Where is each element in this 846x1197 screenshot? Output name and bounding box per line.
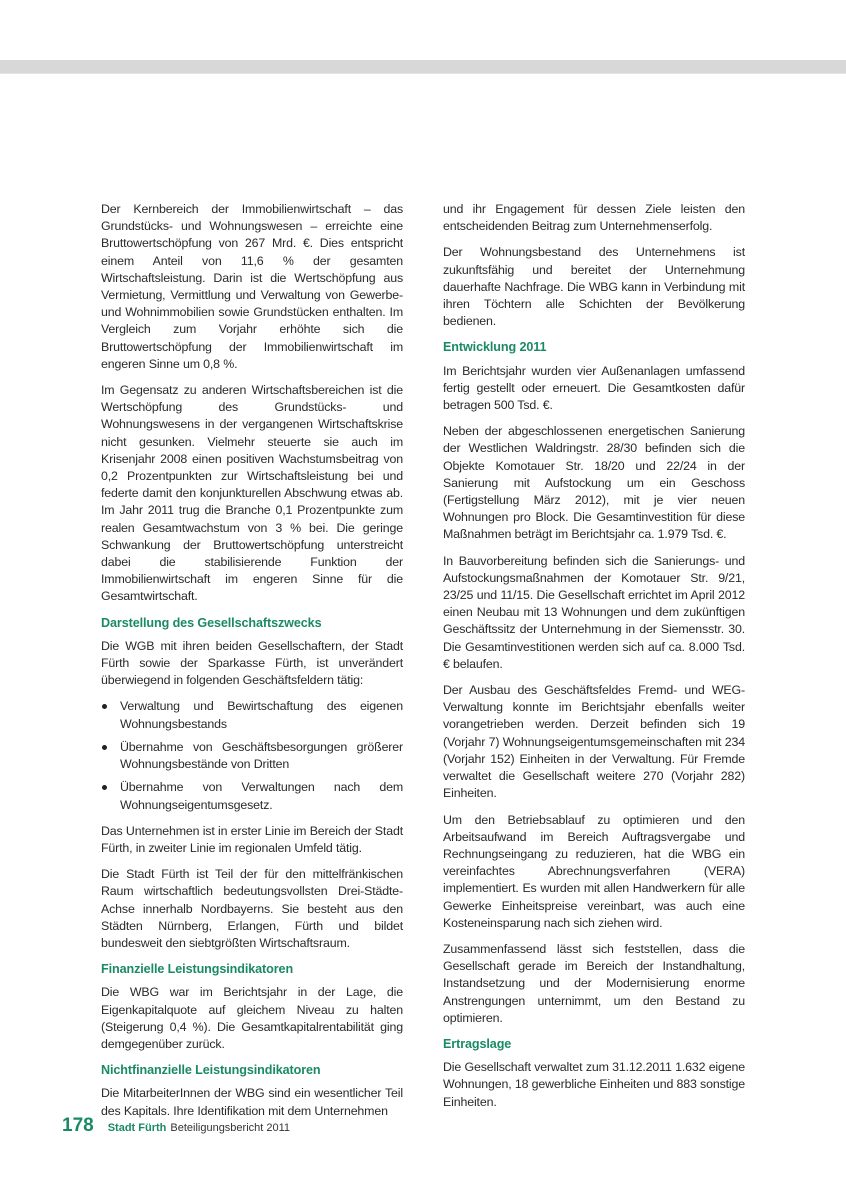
list-item (101, 739, 403, 773)
list-item (101, 698, 403, 732)
bullet-list (101, 698, 403, 813)
bullet-icon (102, 745, 107, 750)
paragraph: Die Gesellschaft verwaltet zum 31.12.2011 1.632 eigene Wohnungen, 18 gewerbliche Einheiten und 883 sonstige Einheiten. (443, 1060, 745, 1109)
paragraph: Im Gegensatz zu anderen Wirtschaftsbereichen ist die Wertschöpfung des Grundstücks- und Wohnungswesens in der vergangenen Wirtschaftskrise nicht gesunken. Vielmehr steuerte sie auch im Krisenjahr 2008 einen positiven Wachstumsbeitrag von 0,2 Prozentpunkten zur Wirtschaftsleistung bei und federte damit den konjunkturellen Abschwung etwas ab. Im Jahr 2011 trug die Branche 0,1 Prozentpunkte zum realen Gesamtwachstum von 3 % bei. Die geringe Schwankung der Bruttowertschöpfung unterstreicht dabei die stabilisierende Funktion der Immobilienwirtschaft im engeren Sinne für die Gesamtwirtschaft. (101, 383, 403, 604)
paragraph: Die MitarbeiterInnen der WBG sind ein wesentlicher Teil des Kapitals. Ihre Identifikation mit dem Unternehmen (101, 1086, 403, 1118)
list-item-text: Verwaltung und Bewirtschaftung des eigenen Wohnungsbestands (120, 699, 403, 731)
paragraph: Der Wohnungsbestand des Unternehmens ist zukunftsfähig und bereitet der Unternehmung dauerhafte Nachfrage. Die WBG kann in Verbindung mit ihren Töchtern alle Schichten der Bevölkerung bedienen. (443, 245, 745, 329)
paragraph: Im Berichtsjahr wurden vier Außenanlagen umfassend fertig gestellt oder erneuert. Die Gesamtkosten dafür betragen 500 Tsd. €. (443, 363, 745, 413)
footer-title: Beteiligungsbericht 2011 (170, 1122, 291, 1134)
right-column (443, 201, 745, 1120)
page-footer (62, 1115, 290, 1137)
paragraph: Neben der abgeschlossenen energetischen Sanierung der Westlichen Waldringstr. 28/30 befinden sich die Objekte Komotauer Str. 18/20 und 22/24 in der Sanierung mit Aufstockung um ein Geschoss (Fertigstellung März 2012), mit je vier neuen Wohnungen pro Block. Die Gesamtinvestition für diese Maßnahmen beträgt im Berichtsjahr ca. 1.979 Tsd. €. (443, 424, 745, 542)
header-band (0, 60, 846, 74)
paragraph: Die WGB mit ihren beiden Gesellschaftern, der Stadt Fürth sowie der Sparkasse Fürth, ist unverändert überwiegend in folgenden Geschäftsfeldern tätig: (101, 638, 403, 688)
page-number: 178 (62, 1115, 94, 1136)
section-heading-entwicklung: Entwicklung 2011 (443, 340, 547, 355)
bullet-icon (102, 785, 107, 790)
paragraph: Die WBG war im Berichtsjahr in der Lage, die Eigenkapitalquote auf gleichem Niveau zu halten (Steigerung 0,4 %). Die Gesamtkapitalrentabilität ging demgegenüber zurück. (101, 985, 403, 1051)
paragraph: Zusammenfassend lässt sich feststellen, dass die Gesellschaft gerade im Bereich der Instandhaltung, Instandsetzung und der Modernisierung enorme Anstrengungen unternimmt, um den Bestand zu optimieren. (443, 941, 745, 1025)
paragraph: Der Kernbereich der Immobilienwirtschaft – das Grundstücks- und Wohnungswesen – erreichte eine Bruttowertschöpfung von 267 Mrd. €. Dies entspricht einem Anteil von 11,6 % der gesamten Wirtschaftsleistung. Darin ist die Wertschöpfung aus Vermietung, Vermittlung und Verwaltung von Gewerbe- und Wohnimmobilien sowie Grundstücken enthalten. Im Vergleich zum Vorjahr erhöhte sich die Bruttowertschöpfung der Immobilienwirtschaft im engeren Sinne um 0,8 %. (101, 202, 403, 371)
paragraph: In Bauvorbereitung befinden sich die Sanierungs- und Aufstockungsmaßnahmen der Komotauer Str. 9/21, 23/25 und 11/15. Die Gesellschaft errichtet im April 2012 einen Neubau mit 13 Wohnungen und dem zukünftigen Geschäftssitz der Unternehmung in der Siemensstr. 30. Die Gesamtinvestitionen werden sich auf ca. 8.000 Tsd. € belaufen. (443, 553, 745, 671)
section-heading-gesellschaftszweck: Darstellung des Gesellschaftszwecks (101, 615, 322, 630)
list-item-text: Übernahme von Geschäftsbesorgungen größerer Wohnungsbestände von Dritten (120, 739, 403, 772)
section-heading-finanzielle: Finanzielle Leistungsindikatoren (101, 962, 294, 977)
left-column (101, 201, 403, 1129)
paragraph: Um den Betriebsablauf zu optimieren und den Arbeitsaufwand im Bereich Auftragsvergabe und Rechnungseingang zu reduzieren, hat die WBG ein vereinfachtes Abrechnungsverfahren (VERA) implementiert. Es wurden mit allen Handwerkern für alle Gewerke Einheitspreise vereinbart, was auch eine Kosteneinsparung nach sich ziehen wird. (443, 812, 745, 930)
section-heading-ertragslage: Ertragslage (443, 1036, 512, 1051)
paragraph: und ihr Engagement für dessen Ziele leisten den entscheidenden Beitrag zum Unternehmenserfolg. (443, 202, 745, 234)
paragraph: Das Unternehmen ist in erster Linie im Bereich der Stadt Fürth, in zweiter Linie im regionalen Umfeld tätig. (101, 823, 403, 855)
paragraph: Die Stadt Fürth ist Teil der für den mittelfränkischen Raum wirtschaftlich bedeutungsvollsten Drei-Städte-Achse innerhalb Nordbayerns. Sie besteht aus den Städten Nürnberg, Erlangen, Fürth und bildet bundesweit den siebtgrößten Wirtschaftsraum. (101, 867, 403, 950)
paragraph: Der Ausbau des Geschäftsfeldes Fremd- und WEG-Verwaltung konnte im Berichtsjahr ebenfalls weiter vorangetrieben werden. Derzeit befinden sich 19 (Vorjahr 7) Wohnungseigentumsgemeinschaften mit 234 (Vorjahr 152) Einheiten in der Verwaltung. Für Fremde verwaltet die Gesellschaft weitere 270 (Vorjahr 282) Einheiten. (443, 683, 745, 801)
list-item-text: Übernahme von Verwaltungen nach dem Wohnungseigentumsgesetz. (120, 780, 403, 812)
list-item (101, 779, 403, 813)
footer-city: Stadt Fürth (107, 1122, 167, 1134)
bullet-icon (102, 704, 107, 709)
section-heading-nichtfinanzielle: Nichtfinanzielle Leistungsindikatoren (101, 1063, 321, 1078)
